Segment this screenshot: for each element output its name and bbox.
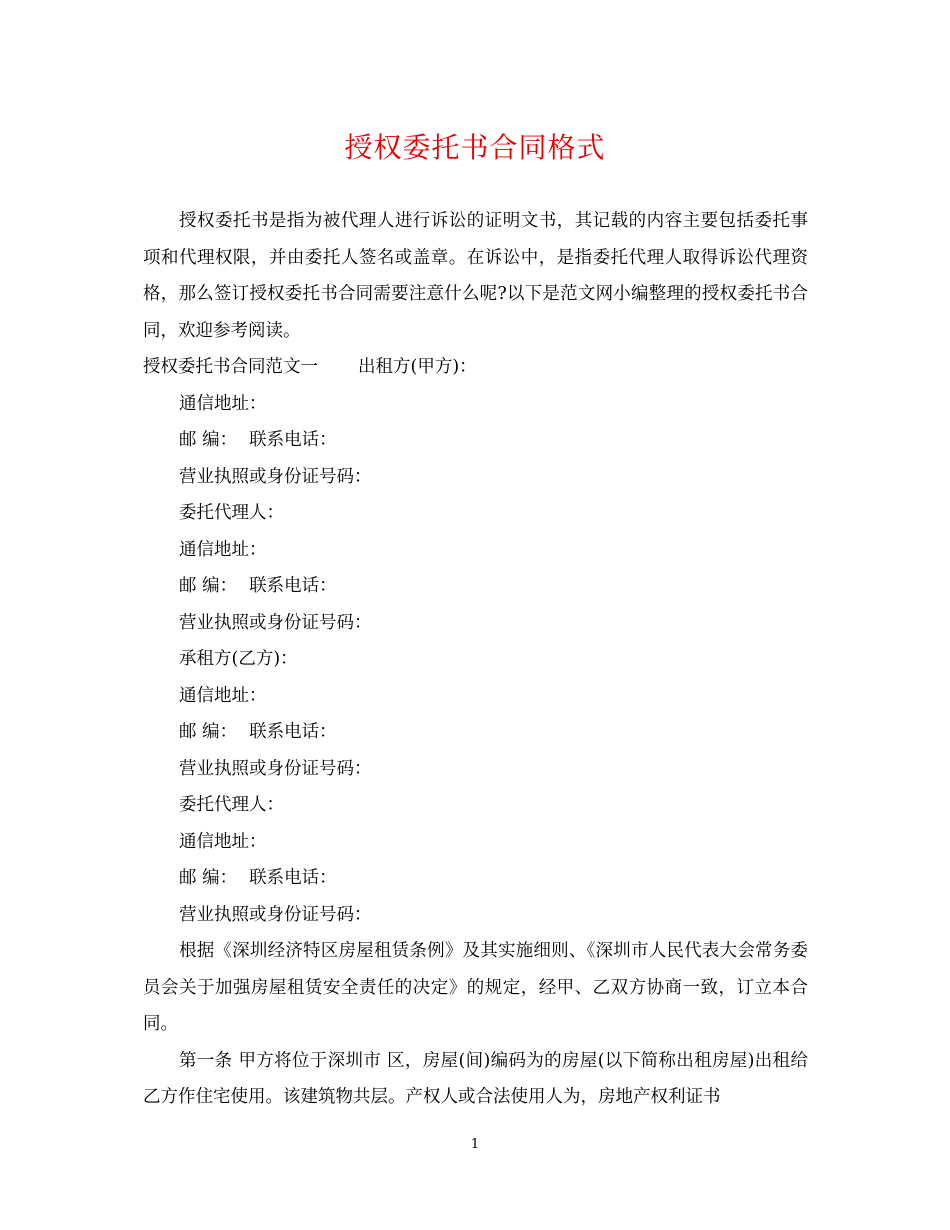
party-b-agent-address: 通信地址： — [179, 831, 267, 852]
party-a-address: 通信地址： — [179, 393, 267, 414]
party-b-address: 通信地址： — [179, 685, 267, 706]
party-b-id: 营业执照或身份证号码： — [179, 758, 372, 779]
document-title: 授权委托书合同格式 — [344, 131, 606, 164]
party-a-agent-label: 委托代理人： — [179, 503, 284, 523]
party-a-agent-id: 营业执照或身份证号码： — [179, 612, 372, 633]
party-b-agent-phone: 联系电话： — [249, 868, 337, 888]
party-b-phone: 联系电话： — [249, 722, 337, 742]
intro-paragraph: 授权委托书是指为被代理人进行诉讼的证明文书，其记载的内容主要包括委托事项和代理权限，并由委托人签名或盖章。在诉讼中，是指委托代理人取得诉讼代理资格，那么签订授权委托书合同需要注意什么呢?以下是范文网小编整理的授权委托书合同，欢迎参考阅读。 — [143, 211, 808, 341]
party-a-contact — [143, 422, 808, 459]
legal-basis-paragraph: 根据《深圳经济特区房屋租赁条例》及其实施细则、《深圳市人民代表大会常务委员会关于加强房屋租赁安全责任的决定》的规定，经甲、乙双方协商一致，订立本合同。 — [143, 941, 808, 1034]
party-b-contact — [143, 714, 808, 751]
sample-heading-label: 授权委托书合同范文一 — [143, 357, 318, 377]
party-a-agent-postcode: 邮 编： — [179, 576, 238, 596]
lessee-label: 承租方(乙方)： — [179, 649, 298, 669]
party-b-agent-contact — [143, 860, 808, 897]
party-b-agent-id: 营业执照或身份证号码： — [179, 904, 372, 925]
party-b-agent-label: 委托代理人： — [179, 795, 284, 815]
party-b-postcode: 邮 编： — [179, 722, 238, 742]
party-a-agent-contact — [143, 568, 808, 605]
article-1-paragraph: 第一条 甲方将位于深圳市 区，房屋(间)编码为的房屋(以下简称出租房屋)出租给乙方作住宅使用。该建筑物共层。产权人或合法使用人为，房地产权利证书 — [143, 1050, 808, 1107]
document-body — [143, 203, 808, 1116]
lessor-label: 出租方(甲方)： — [358, 357, 477, 377]
party-a-agent-phone: 联系电话： — [249, 576, 337, 596]
page-number: 1 — [470, 1137, 480, 1152]
party-a-id: 营业执照或身份证号码： — [179, 466, 372, 487]
party-b-agent-postcode: 邮 编： — [179, 868, 238, 888]
party-a-agent-address: 通信地址： — [179, 539, 267, 560]
party-a-postcode: 邮 编： — [179, 430, 238, 450]
party-a-phone: 联系电话： — [249, 430, 337, 450]
sample-heading — [143, 349, 808, 386]
